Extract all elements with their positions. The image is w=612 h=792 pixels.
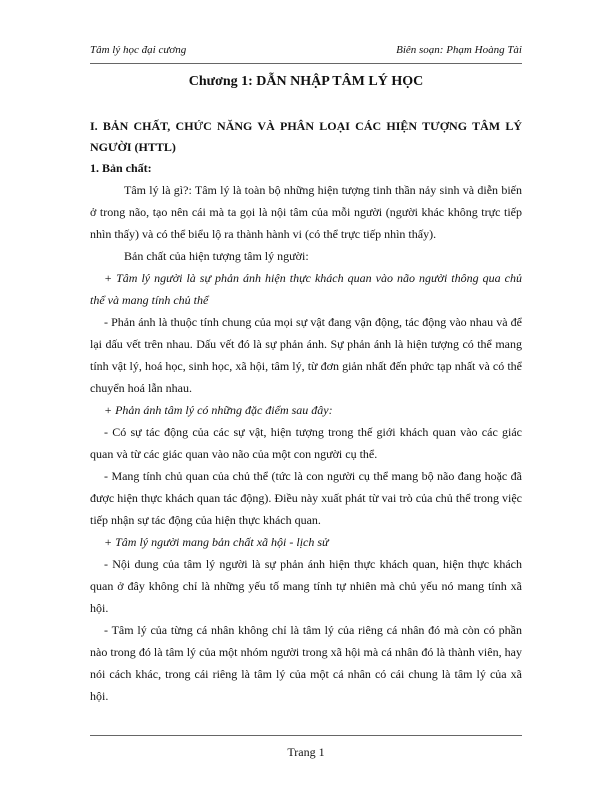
page-header	[90, 44, 522, 60]
paragraph-nature-intro: Bản chất của hiện tượng tâm lý người:	[124, 249, 309, 263]
header-course-title: Tâm lý học đại cương	[90, 44, 187, 56]
section-heading: I. BẢN CHẤT, CHỨC NĂNG VÀ PHÂN LOẠI CÁC HIỆN TƯỢNG TÂM LÝ NGƯỜI (HTTL)	[90, 119, 522, 154]
paragraph-point-features: + Phản ánh tâm lý có những đặc điểm sau đây:	[104, 403, 333, 417]
page-body	[90, 68, 522, 707]
paragraph-definition: Tâm lý là gì?: Tâm lý là toàn bộ những hiện tượng tinh thần nảy sinh và diễn biến ở trong não, tạo nên cái mà ta gọi là nội tâm của mỗi người (người khác không trực tiếp nhìn thấy) và có thể biểu lộ ra thành hành vi (có thể trực tiếp nhìn thấy).	[90, 183, 522, 241]
paragraph-social-2: - Tâm lý của từng cá nhân không chỉ là tâm lý của riêng cá nhân đó mà còn có phần nào trong đó là tâm lý của một nhóm người trong xã hội mà cá nhân đó là thành viên, hay nói cách khác, trong cái riêng là tâm lý của một cá nhân có cái chung là tâm lý của xã hội.	[90, 623, 522, 703]
page-number: Trang 1	[287, 745, 325, 759]
paragraph-feature-2: - Mang tính chủ quan của chủ thể (tức là con người cụ thể mang bộ não đang hoặc đã được hiện thực khách quan tác động). Điều này xuất phát từ vai trò của chủ thể trong việc tiếp nhận sự tác động của hiện thực khách quan.	[90, 469, 522, 527]
subheading: 1. Bản chất:	[90, 161, 152, 175]
paragraph-reflection-detail: - Phản ánh là thuộc tính chung của mọi sự vật đang vận động, tác động vào nhau và để lại dấu vết trên nhau. Dấu vết đó là sự phản ánh. Sự phản ánh là hiện tượng có thể mang tính vật lý, hoá học, sinh học, xã hội, tâm lý, từ đơn giản nhất đến phức tạp nhất và có thể chuyển hoá lẫn nhau.	[90, 315, 522, 395]
chapter-title: Chương 1: DẪN NHẬP TÂM LÝ HỌC	[188, 74, 424, 89]
paragraph-point-social: + Tâm lý người mang bản chất xã hội - lịch sử	[104, 535, 329, 549]
footer-rule	[90, 735, 522, 736]
header-rule	[90, 63, 522, 64]
header-author: Biên soạn: Phạm Hoàng Tài	[396, 44, 522, 56]
paragraph-point-reflection: + Tâm lý người là sự phản ánh hiện thực khách quan vào não người thông qua chủ thể và mang tính chủ thể	[90, 271, 522, 307]
paragraph-social-1: - Nội dung của tâm lý người là sự phản ánh hiện thực khách quan, hiện thực khách quan ở đây không chỉ là những yếu tố mang tính tự nhiên mà chủ yếu nó mang tính xã hội.	[90, 557, 522, 615]
paragraph-feature-1: - Có sự tác động của các sự vật, hiện tượng trong thế giới khách quan vào các giác quan và từ các giác quan vào não của một con người cụ thể.	[90, 425, 522, 461]
